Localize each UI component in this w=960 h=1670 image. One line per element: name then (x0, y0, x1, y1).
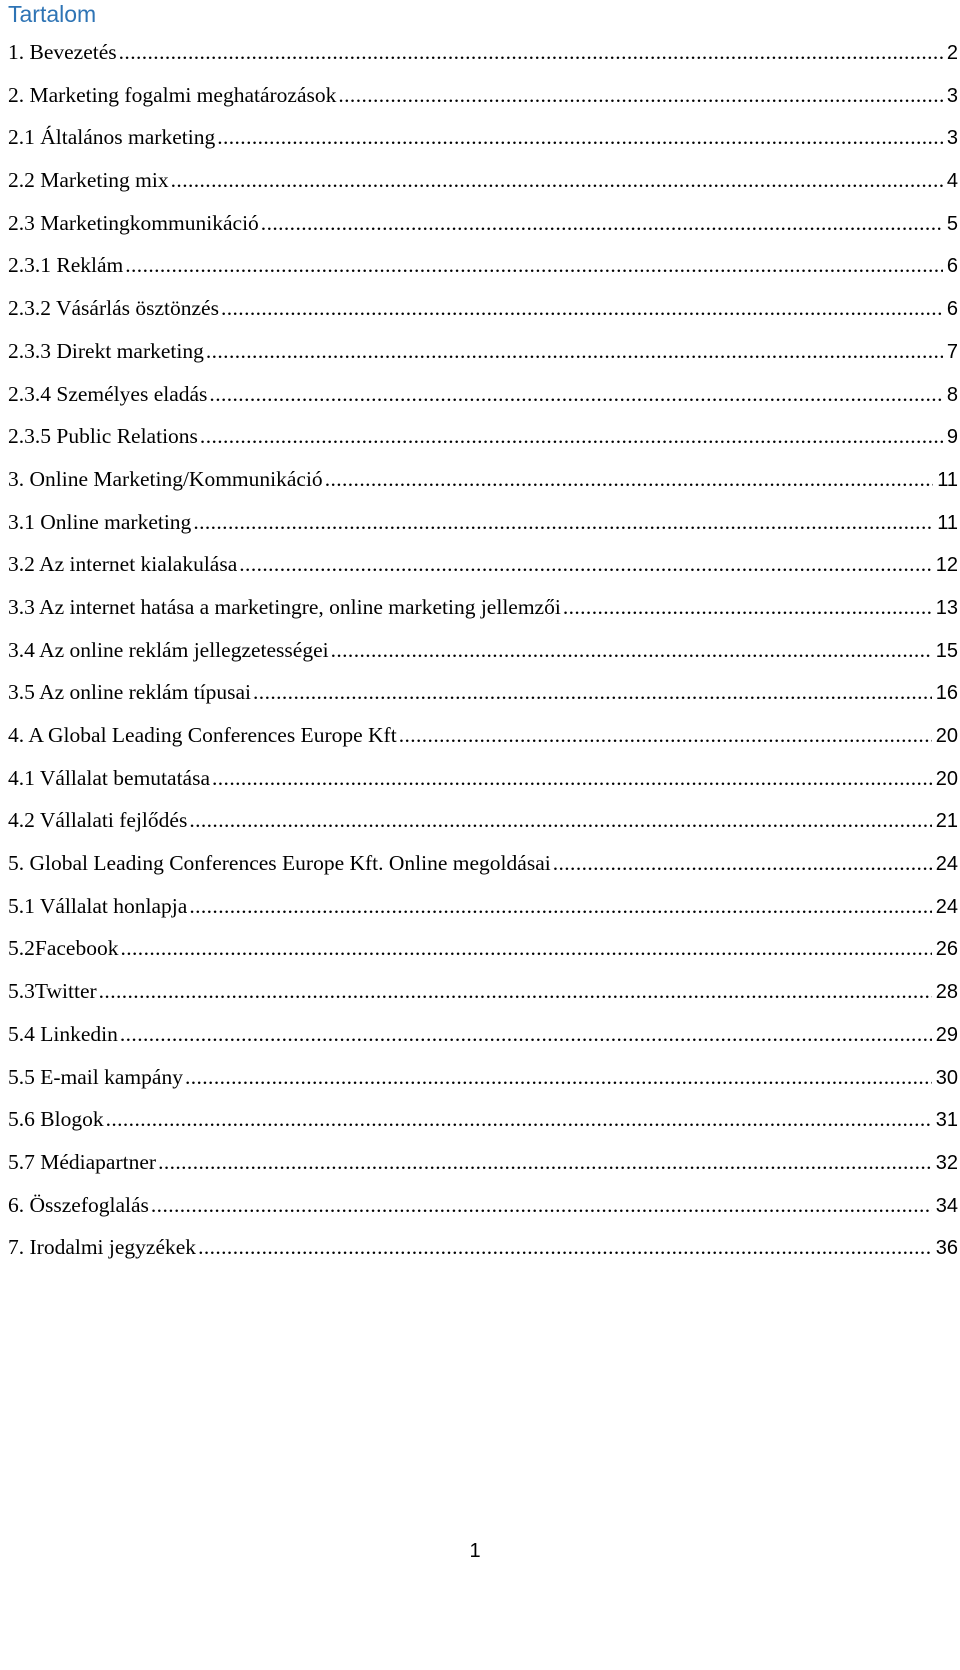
toc-dot-leader (120, 1022, 932, 1047)
toc-list (8, 40, 958, 1278)
toc-dot-leader (99, 979, 932, 1004)
toc-entry-page: 31 (935, 1109, 958, 1132)
toc-dot-leader (553, 851, 932, 876)
toc-entry-label: 3.5 Az online reklám típusai (8, 680, 252, 705)
toc-dot-leader (209, 382, 942, 407)
toc-entry-label: 3.4 Az online reklám jellegzetességei (8, 637, 329, 662)
toc-entry-label: 5.6 Blogok (8, 1107, 104, 1132)
toc-entry-page: 24 (935, 853, 958, 876)
toc-entry[interactable] (8, 595, 958, 638)
toc-dot-leader (193, 510, 933, 535)
toc-entry-page: 34 (935, 1194, 958, 1217)
toc-entry[interactable] (8, 979, 958, 1022)
toc-entry-label: 3.1 Online marketing (8, 509, 192, 534)
toc-entry[interactable] (8, 766, 958, 809)
toc-entry-page: 5 (946, 212, 958, 235)
toc-dot-leader (261, 211, 943, 236)
toc-dot-leader (212, 766, 932, 791)
toc-entry-label: 5.3Twitter (8, 979, 97, 1004)
toc-dot-leader (253, 680, 932, 705)
toc-entry-label: 4.2 Vállalati fejlődés (8, 808, 188, 833)
toc-entry-page: 20 (935, 725, 958, 747)
toc-entry-label: 3.3 Az internet hatása a marketingre, online marketing jellemzői (8, 594, 561, 619)
toc-entry-page: 2 (946, 42, 958, 64)
toc-entry-page: 16 (935, 682, 958, 705)
toc-entry-page: 4 (946, 170, 958, 193)
toc-entry-page: 24 (935, 895, 958, 918)
toc-entry-label: 2.3.5 Public Relations (8, 424, 198, 449)
toc-dot-leader (125, 253, 943, 278)
toc-entry-label: 2.3 Marketingkommunikáció (8, 210, 259, 235)
toc-entry-page: 11 (937, 511, 958, 534)
toc-dot-leader (119, 40, 943, 65)
toc-entry[interactable] (8, 40, 958, 83)
toc-entry[interactable] (8, 253, 958, 296)
toc-entry-page: 8 (946, 383, 958, 406)
toc-dot-leader (106, 1107, 932, 1132)
toc-entry-label: 1. Bevezetés (8, 40, 117, 64)
toc-dot-leader (338, 83, 943, 108)
toc-dot-leader (221, 296, 943, 321)
toc-entry[interactable] (8, 510, 958, 553)
toc-dot-leader (185, 1065, 932, 1090)
toc-entry-label: 5.4 Linkedin (8, 1021, 118, 1046)
toc-entry[interactable] (8, 382, 958, 425)
toc-entry[interactable] (8, 1150, 958, 1193)
toc-dot-leader (331, 638, 932, 663)
toc-entry[interactable] (8, 211, 958, 254)
page-number: 1 (469, 1540, 481, 1562)
toc-entry-label: 2.3.3 Direkt marketing (8, 338, 204, 363)
toc-entry[interactable] (8, 851, 958, 894)
toc-entry-page: 11 (937, 468, 958, 491)
toc-entry[interactable] (8, 467, 958, 510)
toc-entry-page: 3 (946, 84, 958, 107)
toc-entry-label: 5.1 Vállalat honlapja (8, 893, 188, 918)
toc-entry-label: 2.3.1 Reklám (8, 253, 124, 278)
toc-dot-leader (239, 552, 931, 577)
toc-entry-page: 13 (935, 596, 958, 619)
toc-dot-leader (200, 424, 943, 449)
toc-dot-leader (120, 936, 931, 961)
toc-entry-page: 7 (946, 340, 958, 363)
toc-entry[interactable] (8, 894, 958, 937)
toc-entry-label: 2.1 Általános marketing (8, 125, 216, 150)
toc-entry-label: 4. A Global Leading Conferences Europe Kft (8, 723, 397, 747)
toc-entry-page: 9 (946, 426, 958, 449)
toc-entry[interactable] (8, 339, 958, 382)
toc-entry-page: 28 (935, 981, 958, 1004)
toc-entry-label: 5.7 Médiapartner (8, 1149, 157, 1174)
toc-dot-leader (198, 1235, 932, 1260)
toc-entry[interactable] (8, 936, 958, 979)
toc-entry[interactable] (8, 1235, 958, 1278)
toc-entry-page: 6 (946, 298, 958, 321)
toc-entry[interactable] (8, 83, 958, 126)
toc-dot-leader (217, 125, 943, 150)
toc-entry[interactable] (8, 296, 958, 339)
toc-entry-label: 4.1 Vállalat bemutatása (8, 765, 210, 790)
toc-dot-leader (325, 467, 934, 492)
toc-entry-page: 30 (935, 1066, 958, 1089)
toc-entry-page: 21 (935, 810, 958, 833)
toc-entry-page: 36 (935, 1237, 958, 1260)
toc-entry-label: 3. Online Marketing/Kommunikáció (8, 466, 323, 491)
toc-entry[interactable] (8, 638, 958, 681)
toc-entry-label: 2.3.4 Személyes eladás (8, 381, 208, 406)
toc-entry[interactable] (8, 1107, 958, 1150)
toc-entry-label: 6. Összefoglalás (8, 1192, 149, 1217)
toc-dot-leader (563, 595, 932, 620)
toc-entry-page: 3 (946, 127, 958, 150)
toc-dot-leader (189, 894, 931, 919)
toc-entry-label: 2. Marketing fogalmi meghatározások (8, 82, 337, 107)
toc-entry-page: 6 (946, 255, 958, 278)
toc-entry-label: 2.3.2 Vásárlás ösztönzés (8, 296, 219, 321)
toc-entry[interactable] (8, 723, 958, 766)
toc-entry[interactable] (8, 808, 958, 851)
toc-dot-leader (151, 1193, 932, 1218)
toc-dot-leader (158, 1150, 932, 1175)
toc-entry-page: 26 (935, 938, 958, 961)
toc-entry[interactable] (8, 1193, 958, 1236)
toc-entry-label: 5. Global Leading Conferences Europe Kft. Online megoldásai (8, 851, 551, 876)
toc-dot-leader (206, 339, 943, 364)
toc-entry-page: 15 (935, 639, 958, 662)
toc-entry[interactable] (8, 680, 958, 723)
toc-entry-label: 2.2 Marketing mix (8, 168, 169, 193)
toc-entry-label: 7. Irodalmi jegyzékek (8, 1235, 197, 1260)
toc-entry-page: 20 (935, 767, 958, 790)
toc-entry[interactable] (8, 1065, 958, 1108)
toc-entry-page: 29 (935, 1023, 958, 1046)
toc-entry[interactable] (8, 424, 958, 467)
toc-entry[interactable] (8, 125, 958, 168)
toc-entry[interactable] (8, 552, 958, 595)
toc-entry[interactable] (8, 168, 958, 211)
toc-dot-leader (189, 808, 931, 833)
toc-dot-leader (399, 723, 932, 748)
toc-entry-page: 32 (935, 1151, 958, 1174)
toc-entry-label: 5.5 E-mail kampány (8, 1064, 183, 1089)
toc-title: Tartalom (8, 1, 97, 27)
toc-entry-label: 5.2Facebook (8, 936, 119, 961)
toc-dot-leader (171, 168, 943, 193)
toc-entry-label: 3.2 Az internet kialakulása (8, 552, 238, 577)
toc-entry[interactable] (8, 1022, 958, 1065)
toc-entry-page: 12 (935, 554, 958, 577)
